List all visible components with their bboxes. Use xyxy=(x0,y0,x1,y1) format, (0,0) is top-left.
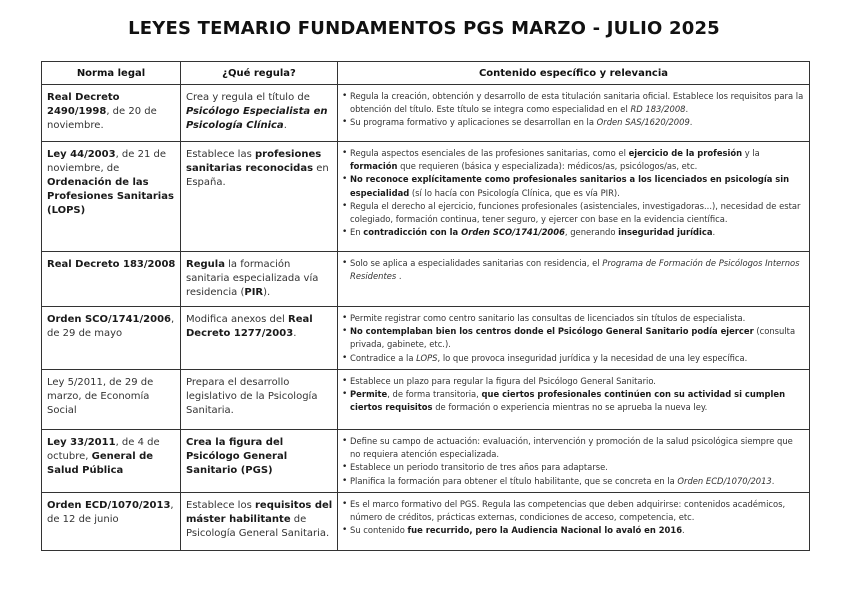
table-row xyxy=(42,493,810,551)
laws-table xyxy=(41,61,810,551)
bullet-item: • Permite, de forma transitoria, que ciertos profesionales continúen con su actividad si cumplen ciertos requisitos de formación o experiencia mientras no se aprueba la nueva ley. xyxy=(342,388,804,414)
cell-contenido xyxy=(338,370,810,430)
cell-norma-legal: Orden SCO/1741/2006, de 29 de mayo xyxy=(42,307,181,370)
table-row xyxy=(42,252,810,307)
cell-contenido xyxy=(338,430,810,493)
cell-que-regula: Establece las profesiones sanitarias reconocidas en España. xyxy=(181,142,338,252)
cell-contenido xyxy=(338,493,810,551)
bullet-item: • Su contenido fue recurrido, pero la Audiencia Nacional lo avaló en 2016. xyxy=(342,524,804,537)
bullet-list xyxy=(342,498,804,538)
bullet-item: • Define su campo de actuación: evaluación, intervención y promoción de la salud psicológica siempre que no requiera atención especializada. xyxy=(342,435,804,461)
bullet-list xyxy=(342,147,804,239)
bullet-item: • En contradicción con la Orden SCO/1741/2006, generando inseguridad jurídica. xyxy=(342,226,804,239)
cell-que-regula: Regula la formación sanitaria especializada vía residencia (PIR). xyxy=(181,252,338,307)
cell-norma-legal: Real Decreto 183/2008 xyxy=(42,252,181,307)
cell-norma-legal: Ley 5/2011, de 29 de marzo, de Economía Social xyxy=(42,370,181,430)
table-row xyxy=(42,85,810,142)
cell-que-regula: Prepara el desarrollo legislativo de la Psicología Sanitaria. xyxy=(181,370,338,430)
bullet-list xyxy=(342,435,804,488)
cell-norma-legal: Ley 44/2003, de 21 de noviembre, de Ordenación de las Profesiones Sanitarias (LOPS) xyxy=(42,142,181,252)
bullet-item: • Regula la creación, obtención y desarrollo de esta titulación sanitaria oficial. Establece los requisitos para la obtención del título. Este título se integra como especialidad en el RD 183/2008. xyxy=(342,90,804,116)
cell-contenido xyxy=(338,85,810,142)
table-row xyxy=(42,370,810,430)
bullet-list xyxy=(342,312,804,365)
table-body xyxy=(42,85,810,551)
table-row xyxy=(42,307,810,370)
header-row xyxy=(42,62,810,85)
cell-contenido xyxy=(338,307,810,370)
cell-norma-legal: Ley 33/2011, de 4 de octubre, General de Salud Pública xyxy=(42,430,181,493)
table-row xyxy=(42,430,810,493)
column-header-norma: Norma legal xyxy=(42,62,181,85)
cell-norma-legal: Orden ECD/1070/2013, de 12 de junio xyxy=(42,493,181,551)
bullet-list xyxy=(342,257,804,283)
bullet-item: • Contradice a la LOPS, lo que provoca inseguridad jurídica y la necesidad de una ley específica. xyxy=(342,352,804,365)
cell-contenido xyxy=(338,252,810,307)
cell-norma-legal: Real Decreto 2490/1998, de 20 de noviembre. xyxy=(42,85,181,142)
bullet-list xyxy=(342,90,804,130)
column-header-regula: ¿Qué regula? xyxy=(181,62,338,85)
bullet-item: • Regula el derecho al ejercicio, funciones profesionales (asistenciales, investigadoras...), necesidad de estar colegiado, formación continua, tener seguro, y ejercer con base en la evidencia científica. xyxy=(342,200,804,226)
bullet-item: • Solo se aplica a especialidades sanitarias con residencia, el Programa de Formación de Psicólogos Internos Residentes . xyxy=(342,257,804,283)
table-row xyxy=(42,142,810,252)
bullet-item: • Es el marco formativo del PGS. Regula las competencias que deben adquirirse: contenidos académicos, número de créditos, prácticas externas, condiciones de acceso, competencia, etc. xyxy=(342,498,804,524)
cell-que-regula: Crea la figura del Psicólogo General Sanitario (PGS) xyxy=(181,430,338,493)
column-header-contenido: Contenido específico y relevancia xyxy=(338,62,810,85)
cell-contenido xyxy=(338,142,810,252)
bullet-item: • No reconoce explícitamente como profesionales sanitarios a los licenciados en psicología sin especialidad (sí lo hacía con Psicología Clínica, que es vía PIR). xyxy=(342,173,804,199)
bullet-item: • Planifica la formación para obtener el título habilitante, que se concreta en la Orden ECD/1070/2013. xyxy=(342,475,804,488)
bullet-item: • No contemplaban bien los centros donde el Psicólogo General Sanitario podía ejercer (consulta privada, gabinete, etc.). xyxy=(342,325,804,351)
bullet-item: • Regula aspectos esenciales de las profesiones sanitarias, como el ejercicio de la profesión y la formación que requieren (básica y especializada): médicos/as, psicólogos/as, etc. xyxy=(342,147,804,173)
bullet-list xyxy=(342,375,804,415)
bullet-item: • Establece un plazo para regular la figura del Psicólogo General Sanitario. xyxy=(342,375,804,388)
cell-que-regula: Crea y regula el título de Psicólogo Especialista en Psicología Clínica. xyxy=(181,85,338,142)
page-title: LEYES TEMARIO FUNDAMENTOS PGS MARZO - JULIO 2025 xyxy=(128,18,720,39)
bullet-item: • Su programa formativo y aplicaciones se desarrollan en la Orden SAS/1620/2009. xyxy=(342,116,804,129)
cell-que-regula: Modifica anexos del Real Decreto 1277/2003. xyxy=(181,307,338,370)
bullet-item: • Establece un periodo transitorio de tres años para adaptarse. xyxy=(342,461,804,474)
cell-que-regula: Establece los requisitos del máster habilitante de Psicología General Sanitaria. xyxy=(181,493,338,551)
bullet-item: • Permite registrar como centro sanitario las consultas de licenciados sin títulos de especialista. xyxy=(342,312,804,325)
